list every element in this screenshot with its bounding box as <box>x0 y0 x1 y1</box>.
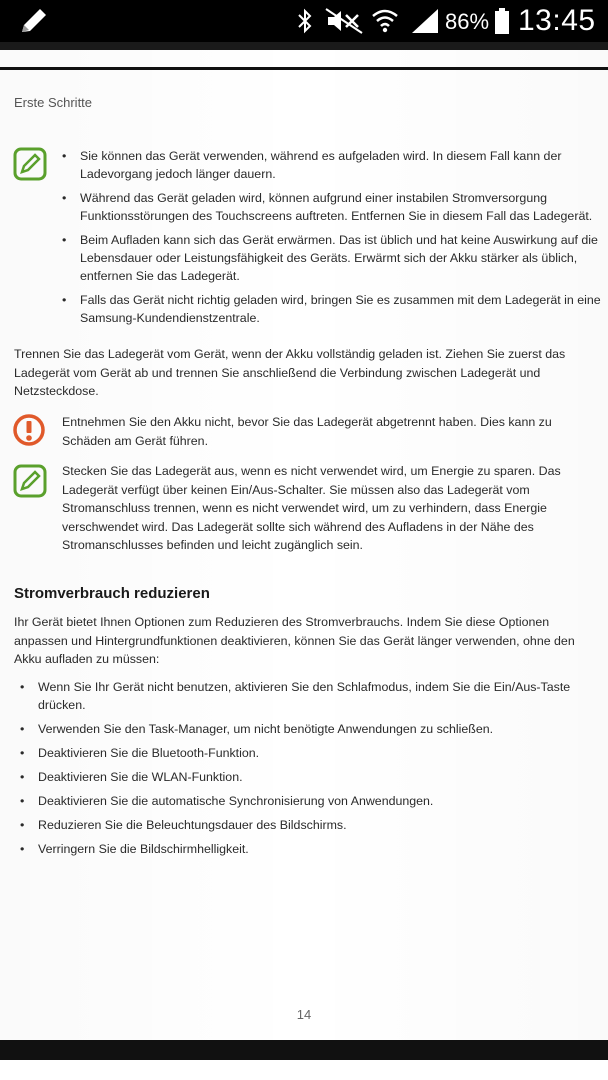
list-item: • Reduzieren Sie die Beleuchtungsdauer des Bildschirms. <box>20 816 580 834</box>
list-item: • Deaktivieren Sie die automatische Synchronisierung von Anwendungen. <box>20 792 580 810</box>
warning-icon <box>12 413 46 447</box>
list-item: • Deaktivieren Sie die WLAN-Funktion. <box>20 768 580 786</box>
status-bar <box>0 0 608 42</box>
battery-icon <box>494 8 510 34</box>
list-item: • Deaktivieren Sie die Bluetooth-Funktion. <box>20 744 580 762</box>
pencil-icon[interactable] <box>18 6 52 36</box>
tips-list <box>20 678 580 864</box>
list-item: • Sie können das Gerät verwenden, während es aufgeladen wird. In diesem Fall kann der Ladevorgang jedoch länger dauern. <box>62 147 602 183</box>
bluetooth-icon <box>296 7 314 35</box>
note-icon <box>13 147 47 181</box>
signal-icon <box>410 7 440 35</box>
note-text: Stecken Sie das Ladegerät aus, wenn es nicht verwendet wird, um Energie zu sparen. Das Ladegerät verfügt über keinen Ein/Aus-Schalter. Sie müssen also das Ladegerät vom Stromanschluss trennen, wenn es nicht verwendet wird, um zu verhindern, dass Energie verschwendet wird. Das Ladegerät sollte sich während des Aufladens in der Nähe des Stromanschlusses befinden und leicht zugänglich sein. <box>62 464 561 552</box>
battery-percent: 86% <box>445 9 490 34</box>
list-item: • Wenn Sie Ihr Gerät nicht benutzen, aktivieren Sie den Schlafmodus, indem Sie die Ein/Aus-Taste drücken. <box>20 678 580 714</box>
paragraph: Ihr Gerät bietet Ihnen Optionen zum Reduzieren des Stromverbrauchs. Indem Sie diese Optionen anpassen und Hintergrundfunktionen deaktivieren, können Sie das Gerät länger verwenden, ohne den Akku aufladen zu müssen: <box>14 615 575 666</box>
warning-text: Entnehmen Sie den Akku nicht, bevor Sie das Ladegerät abgetrennt haben. Dies kann zu Schäden am Gerät führen. <box>62 415 552 448</box>
list-item: • Verringern Sie die Bildschirmhelligkeit. <box>20 840 580 858</box>
clock: 13:45 <box>518 4 596 37</box>
list-item: • Verwenden Sie den Task-Manager, um nicht benötigte Anwendungen zu schließen. <box>20 720 580 738</box>
list-item: • Falls das Gerät nicht richtig geladen wird, bringen Sie es zusammen mit dem Ladegerät in eine Samsung-Kundendienstzentrale. <box>62 291 602 327</box>
note-icon <box>13 464 47 498</box>
top-rule <box>0 67 608 70</box>
note-bullet-list <box>62 147 602 333</box>
mute-icon <box>324 7 364 35</box>
next-page-edge <box>0 1060 608 1080</box>
section-header: Erste Schritte <box>14 95 93 110</box>
page-separator <box>0 1040 608 1060</box>
wifi-icon <box>370 7 400 35</box>
list-item: • Während das Gerät geladen wird, können aufgrund einer instabilen Stromversorgung Funktionsstörungen des Touchscreens auftreten. Entfernen Sie in diesem Fall das Ladegerät. <box>62 189 602 225</box>
list-item: • Beim Aufladen kann sich das Gerät erwärmen. Das ist üblich und hat keine Auswirkung auf die Lebensdauer oder Leistungsfähigkeit des Geräts. Erwärmt sich der Akku stärker als üblich, entfernen Sie das Ladegerät. <box>62 231 602 285</box>
paragraph: Trennen Sie das Ladegerät vom Gerät, wenn der Akku vollständig geladen ist. Ziehen Sie zuerst das Ladegerät vom Gerät ab und trennen Sie anschließend die Verbindung zwischen Ladegerät und Netzsteckdose. <box>14 347 566 398</box>
page-number: 14 <box>296 1007 312 1022</box>
section-heading: Stromverbrauch reduzieren <box>14 585 210 602</box>
document-page <box>0 50 608 1040</box>
